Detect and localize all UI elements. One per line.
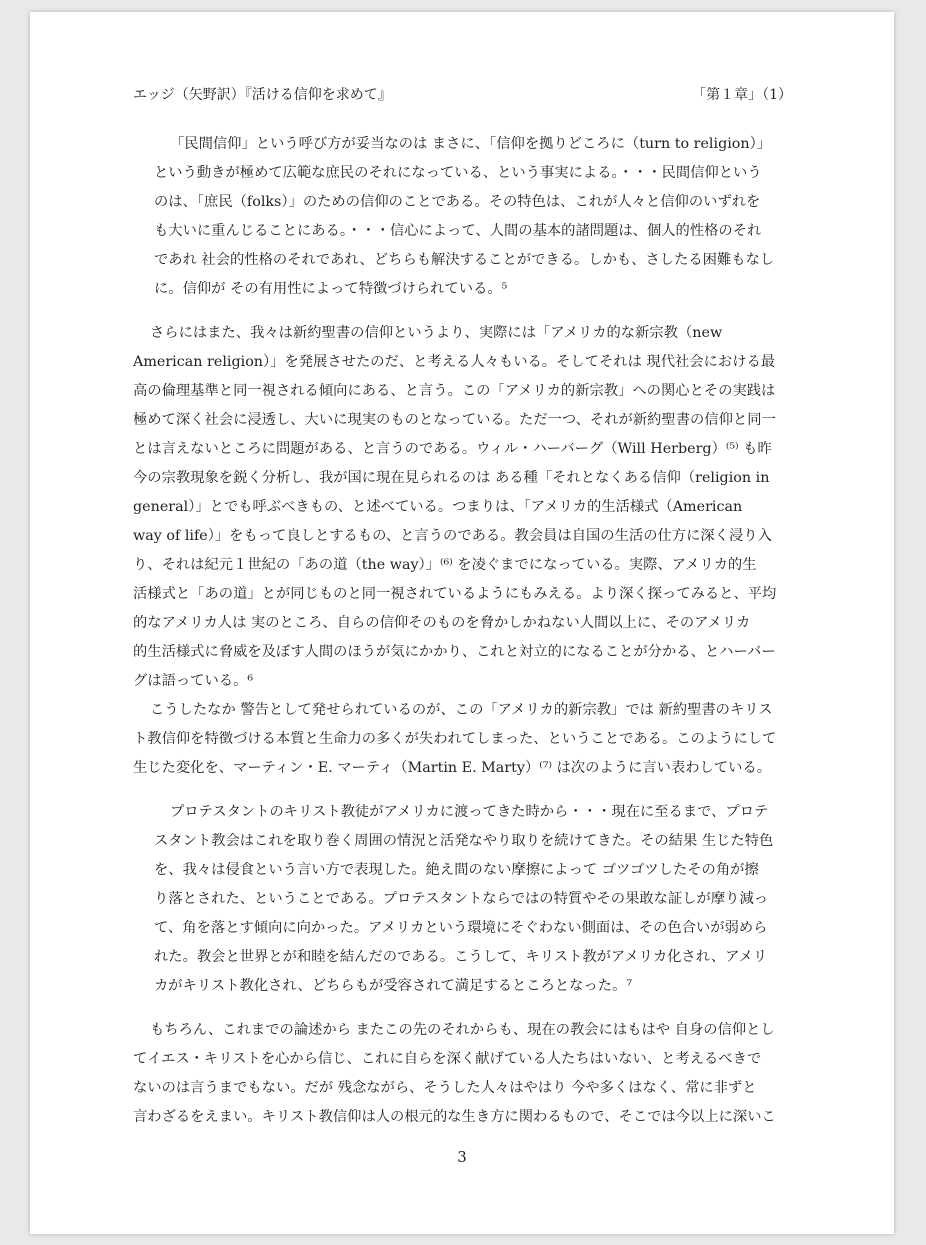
text-line: て、角を落とす傾向に向かった。アメリカという環境にそぐわない側面は、その色合いが弱めら (154, 920, 768, 936)
text-line: こうしたなか 警告として発せられているのが、この「アメリカ的新宗教」では 新約聖書のキリス (150, 702, 773, 718)
paragraph-1 (133, 319, 793, 696)
block-quote-1 (133, 130, 793, 304)
text-line: way of life）」をもって良しとするもの、と言うのである。教会員は自国の生活の仕方に深く浸り入 (133, 528, 772, 544)
document-page (30, 12, 894, 1234)
text-line: American religion）」を発展させたのだ、と考える人々もいる。そしてそれは 現代社会における最 (133, 354, 776, 370)
text-line: 今の宗教現象を鋭く分析し、我が国に現在見られるのは ある種「それとなくある信仰（religion in (133, 470, 770, 486)
text-line: てイエス・キリストを心から信じ、これに自らを深く献げている人たちはいない、と考えるべきで (133, 1051, 762, 1067)
text-line: ないのは言うまでもない。だが 残念ながら、そうした人々はやはり 今や多くはなく、常に非ずと (133, 1080, 757, 1096)
text-line: さらにはまた、我々は新約聖書の信仰というより、実際には「アメリカ的な新宗教（new (150, 325, 723, 341)
text-line: カがキリスト教化され、どちらもが受容されて満足するところとなった。⁷ (154, 978, 633, 994)
page-number: 3 (457, 1148, 467, 1166)
paragraph-2 (133, 696, 793, 783)
text-line: 活様式と「あの道」とが同じものと同一視されているようにもみえる。より深く探ってみると、平均 (133, 586, 777, 602)
header-book-title: エッジ（矢野訳）『活ける信仰を求めて』 (133, 87, 392, 103)
running-header (133, 84, 792, 104)
text-line: も大いに重んじることにある。・・・信心によって、人間の基本的諸問題は、個人的性格のそれ (154, 223, 762, 239)
text-line: に。信仰が その有用性によって特徴づけられている。⁵ (154, 281, 508, 297)
paragraph-3 (133, 1016, 793, 1132)
text-line: もちろん、これまでの論述から またこの先のそれからも、現在の教会にはもはや 自身の信仰とし (150, 1022, 775, 1038)
text-line: 的なアメリカ人は 実のところ、自らの信仰そのものを脅かしかねない人間以上に、そのアメリカ (133, 615, 751, 631)
text-line: 極めて深く社会に浸透し、大いに現実のものとなっている。ただ一つ、それが新約聖書の信仰と同一 (133, 412, 776, 428)
text-line: 言わざるをえまい。キリスト教信仰は人の根元的な生き方に関わるもので、そこでは今以上に深いこ (133, 1109, 776, 1125)
text-line: 生じた変化を、マーティン・E. マーティ（Martin E. Marty）⁽⁷⁾ は次のように言い表わしている。 (133, 760, 772, 776)
text-line: り、それは紀元１世紀の「あの道（the way）」⁽⁶⁾ を凌ぐまでになっている。実際、アメリカ的生 (133, 557, 757, 573)
text-line: を、我々は侵食という言い方で表現した。絶え間のない摩擦によって ゴツゴツしたその角が擦 (154, 862, 759, 878)
header-chapter: 「第１章」（1） (692, 87, 792, 103)
text-line: れた。教会と世界とが和睦を結んだのである。こうして、キリスト教がアメリカ化され、アメリ (154, 949, 768, 965)
text-line: グは語っている。⁶ (133, 673, 254, 689)
text-line: のは、「庶民（folks）」のための信仰のことである。その特色は、これが人々と信仰のいずれを (154, 194, 761, 210)
text-line: であれ 社会的性格のそれであれ、どちらも解決することができる。しかも、さしたる困難もなし (154, 252, 775, 268)
text-line: という動きが極めて広範な庶民のそれになっている、という事実による。・・・民間信仰という (154, 165, 762, 181)
text-line: general）」とでも呼ぶべきもの、と述べている。つまりは、「アメリカ的生活様式（American (133, 499, 743, 515)
text-line: ト教信仰を特徴づける本質と生命力の多くが失われてしまった、ということである。このようにして (133, 731, 777, 747)
text-line: とは言えないところに問題がある、と言うのである。ウィル・ハーバーグ（Will Herberg）⁽⁵⁾ も昨 (133, 441, 772, 457)
text-line: り落とされた、ということである。プロテスタントならではの特質やその果敢な証しが摩り減っ (154, 891, 769, 907)
text-line: 高の倫理基準と同一視される傾向にある、と言う。この「アメリカ的新宗教」への関心とその実践は (133, 383, 776, 399)
text-line: 「民間信仰」という呼び方が妥当なのは まさに、「信仰を拠りどころに（turn to religion）」 (170, 136, 772, 152)
block-quote-2 (133, 798, 793, 1001)
text-line: スタント教会はこれを取り巻く周囲の情況と活発なやり取りを続けてきた。その結果 生じた特色 (154, 833, 774, 849)
text-line: 的生活様式に脅威を及ぼす人間のほうが気にかかり、これと対立的になることが分かる、とハーバー (133, 644, 776, 660)
text-line: プロテスタントのキリスト教徒がアメリカに渡ってきた時から・・・現在に至るまで、プロテ (170, 804, 769, 820)
